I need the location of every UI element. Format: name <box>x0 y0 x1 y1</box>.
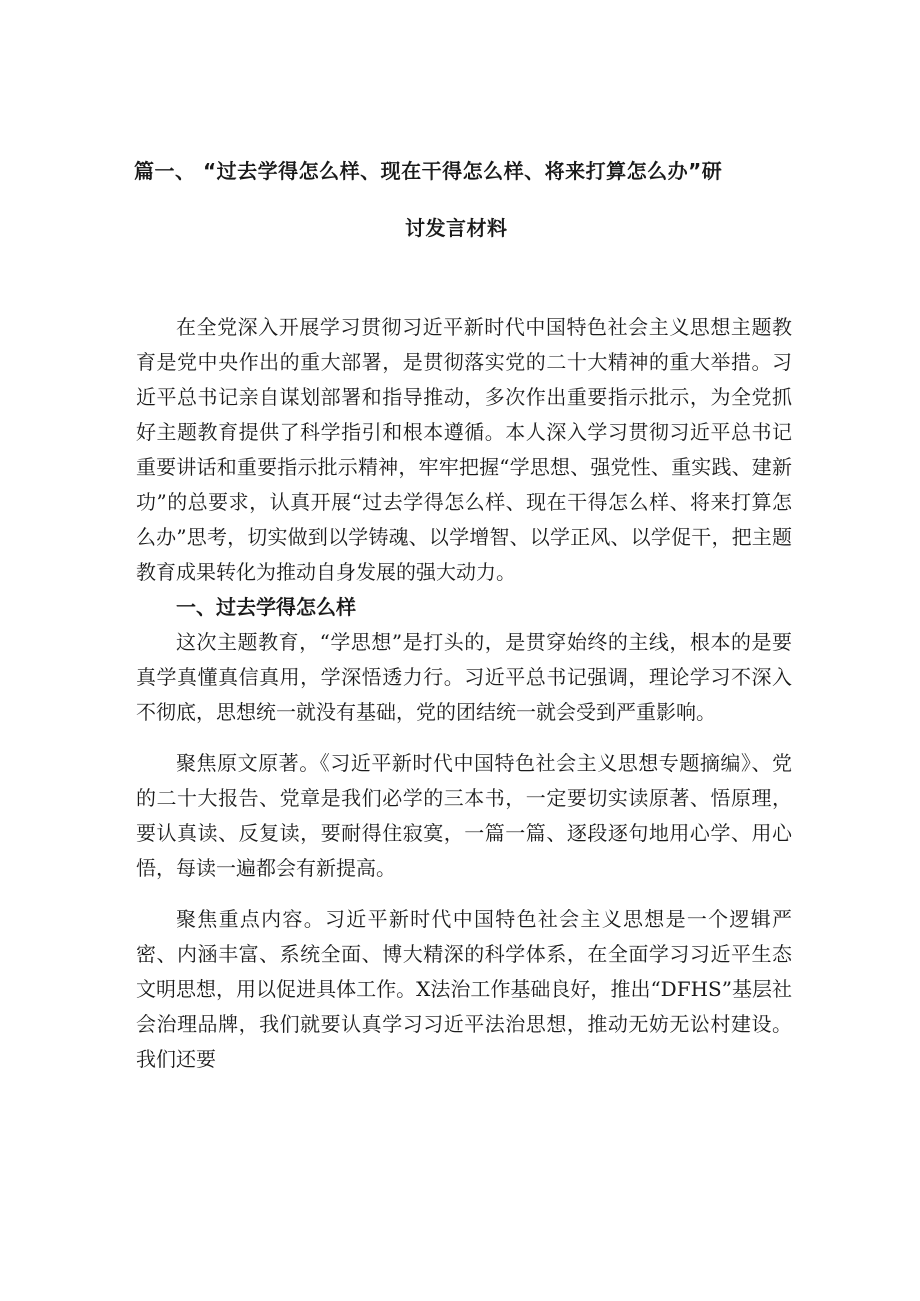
document-title-line-2: 讨发言材料 <box>405 216 508 240</box>
intro-paragraph: 在全党深入开展学习贯彻习近平新时代中国特色社会主义思想主题教育是党中央作出的重大部署，是贯彻落实党的二十大精神的重大举措。习近平总书记亲自谋划部署和指导推动，多次作出重要指示批示，为全党抓好主题教育提供了科学指引和根本遵循。本人深入学习贯彻习近平总书记重要讲话和重要指示批示精神，牢牢把握“学思想、强党性、重实践、建新功”的总要求，认真开展“过去学得怎么样、现在干得怎么样、将来打算怎么办”思考，切实做到以学铸魂、以学增智、以学正风、以学促干，把主题教育成果转化为推动自身发展的强大动力。 <box>136 315 792 584</box>
document-body <box>136 310 792 1077</box>
body-paragraph: 聚焦原文原著。《习近平新时代中国特色社会主义思想专题摘编》、党的二十大报告、党章是我们必学的三本书，一定要切实读原著、悟原理，要认真读、反复读，要耐得住寂寞，一篇一篇、逐段逐句地用心学、用心悟，每读一遍都会有新提高。 <box>136 751 792 880</box>
body-paragraph: 聚焦重点内容。习近平新时代中国特色社会主义思想是一个逻辑严密、内涵丰富、系统全面、博大精深的科学体系，在全面学习习近平生态文明思想，用以促进具体工作。X法治工作基础良好，推出“DFHS”基层社会治理品牌，我们就要认真学习习近平法治思想，推动无妨无讼村建设。我们还要 <box>136 907 792 1071</box>
document-title-line-1: 篇一、 “过去学得怎么样、现在干得怎么样、将来打算怎么办”研 <box>134 159 723 183</box>
section-heading: 一、过去学得怎么样 <box>176 595 356 619</box>
body-paragraph: 这次主题教育，“学思想”是打头的，是贯穿始终的主线，根本的是要真学真懂真信真用，学深悟透力行。习近平总书记强调，理论学习不深入不彻底，思想统一就没有基础，党的团结统一就会受到严重影响。 <box>136 630 792 724</box>
